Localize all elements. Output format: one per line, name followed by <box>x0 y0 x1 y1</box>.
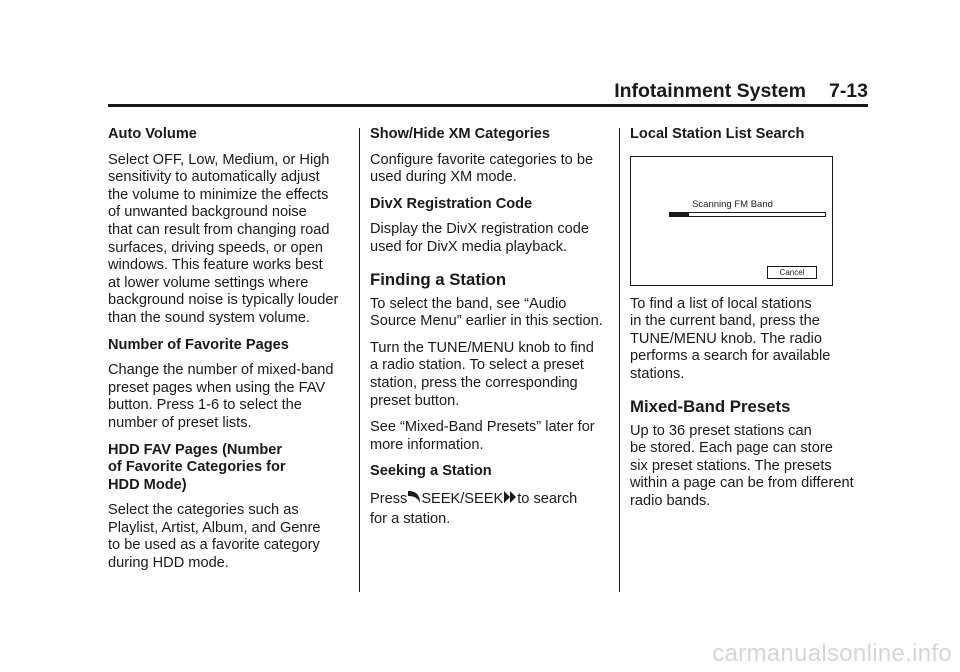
scanning-screen-illustration <box>630 156 833 286</box>
finding-station-heading: Finding a Station <box>370 269 507 289</box>
seek-forward-icon <box>503 490 517 504</box>
tune-text: Turn the TUNE/MENU knob to find a radio station. To select a preset station, press the corresponding preset button. <box>370 339 594 409</box>
scan-progress-fill <box>670 213 689 216</box>
seek-back-icon <box>407 490 421 504</box>
hdd-fav-text: Select the categories such as Playlist, Artist, Album, and Genre to be used as a favorite category during HDD mode. <box>108 502 321 572</box>
seeking-station-title: Seeking a Station <box>370 463 492 480</box>
page-header <box>108 78 868 106</box>
page-number: 7-13 <box>828 80 868 102</box>
section-title: Infotainment System <box>614 80 806 102</box>
auto-volume-text: Select OFF, Low, Medium, or High sensitivity to automatically adjust the volume to minimize the effects of unwanted background noise that can result from changing road surfaces, driving speeds, or open windows. This feature works best at lower volume settings where background noise is typically louder than the sound system volume. <box>108 151 339 326</box>
cancel-button[interactable]: Cancel <box>767 266 817 279</box>
finding-station-text: To select the band, see “Audio Source Menu” earlier in this section. <box>370 295 603 330</box>
see-presets-text: See “Mixed-Band Presets” later for more information. <box>370 419 595 453</box>
favorite-pages-title: Number of Favorite Pages <box>108 336 289 353</box>
divx-title: DivX Registration Code <box>370 195 533 212</box>
favorite-pages-text: Change the number of mixed-band preset pages when using the FAV button. Press 1-6 to select the number of preset lists. <box>108 362 334 431</box>
scanning-title: Scanning FM Band <box>692 198 773 210</box>
local-search-title: Local Station List Search <box>630 126 805 142</box>
column-divider-1 <box>359 128 360 592</box>
hdd-fav-title: HDD FAV Pages (Number of Favorite Categories for HDD Mode) <box>108 441 286 493</box>
auto-volume-title: Auto Volume <box>108 126 197 142</box>
watermark: carmanualsonline.info <box>712 640 952 667</box>
divx-text: Display the DivX registration code used for DivX media playback. <box>370 221 590 255</box>
seek-instruction <box>370 489 610 529</box>
mixed-band-heading: Mixed-Band Presets <box>630 396 791 416</box>
header-rule <box>108 104 868 107</box>
column-1 <box>108 126 348 582</box>
scan-progress-bar <box>669 212 826 217</box>
seek-label: SEEK/SEEK <box>421 490 504 507</box>
mixed-band-text: Up to 36 preset stations can be stored. Each page can store six preset stations. The presets within a page can be from different radio bands. <box>630 422 854 509</box>
xm-categories-title: Show/Hide XM Categories <box>370 126 551 142</box>
xm-categories-text: Configure favorite categories to be used during XM mode. <box>370 151 594 186</box>
seek-tail: to search <box>517 490 578 507</box>
column-2 <box>370 126 610 538</box>
column-divider-2 <box>619 128 620 592</box>
local-search-text: To find a list of local stations in the current band, press the TUNE/MENU knob. The radio performs a search for available stations. <box>630 295 831 382</box>
seek-press: Press <box>370 490 408 507</box>
seek-tail-2: for a station. <box>370 510 451 527</box>
column-3 <box>630 126 870 520</box>
